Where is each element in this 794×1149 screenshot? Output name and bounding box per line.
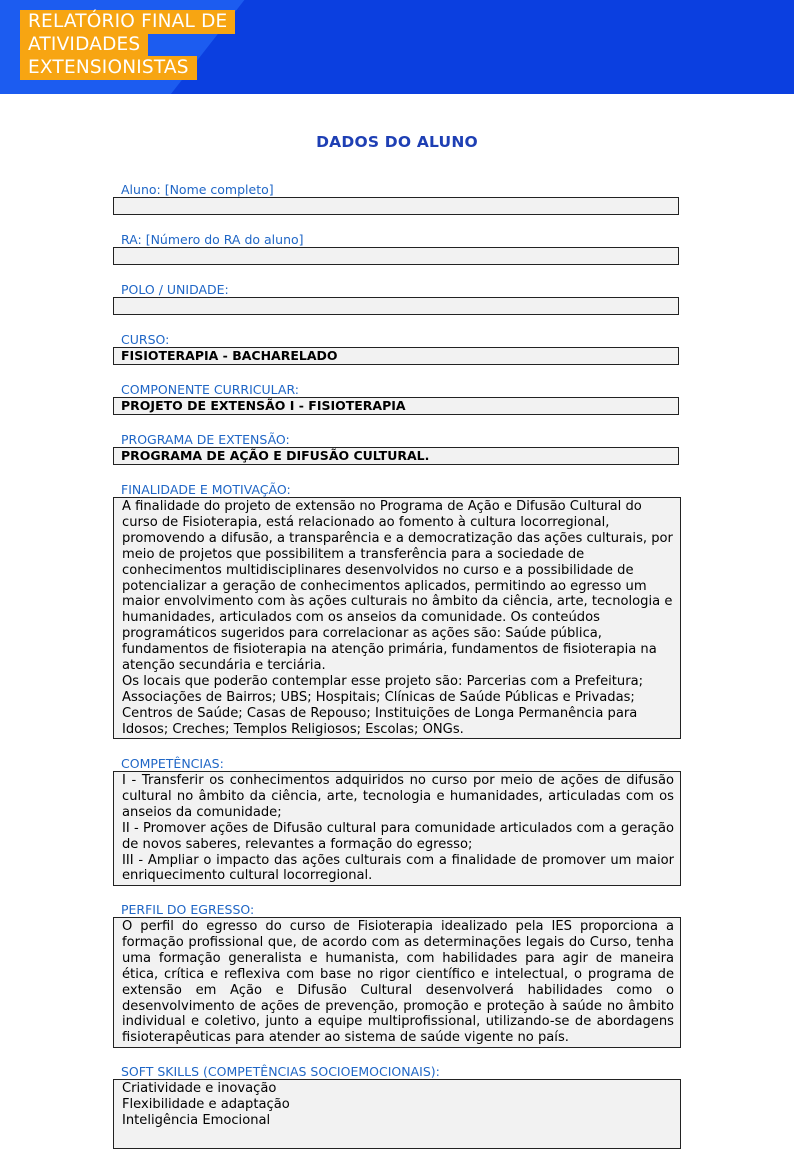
programa-value: PROGRAMA DE AÇÃO E DIFUSÃO CULTURAL.: [121, 448, 430, 463]
finalidade-paragraph: Os locais que poderão contemplar esse projeto são: Parcerias com a Prefeitura; Associações de Bairros; UBS; Hospitais; Clínicas de Saúde Públicas e Privadas; Centros de Saúde; Casas de Repouso; Instituições de Longa Permanência para Idosos; Creches; Templos Religiosos; Escolas; ONGs.: [122, 673, 644, 737]
finalidade-paragraph: A finalidade do projeto de extensão no Programa de Ação e Difusão Cultural do curso de Fisioterapia, está relacionado ao fomento à cultura locorregional, promovendo a difusão, a transparência e a democratização das ações culturais, por meio de projetos que possibilitem a transferência para a sociedade de conhecimentos multidisciplinares desenvolvidos no curso e a possibilidade de potencializar a geração de conhecimentos aplicados, permitindo ao egresso um maior envolvimento com às ações culturais no âmbito da ciência, arte, tecnologia e humanidades, articulados com os anseios da comunidade. Os conteúdos programáticos sugeridos para correlacionar as ações são: Saúde pública, fundamentos de fisioterapia na atenção primária, fundamentos de fisioterapia na atenção secundária e terciária.: [122, 499, 673, 674]
polo-field[interactable]: [113, 297, 679, 315]
perfil-text: O perfil do egresso do curso de Fisioterapia idealizado pela IES proporciona a formação profissional que, de acordo com as determinações legais do Curso, tenha uma formação generalista e humanista, com habilidades para agir de maneira ética, crítica e reflexiva com base no rigor científico e intelectual, o programa de extensão em Ação e Difusão Cultural desenvolverá habilidades como o desenvolvimento de ações de prevenção, promoção e proteção à saúde no âmbito individual e coletivo, junto a equipe multiprofissional, utilizando-se de abordagens fisioterapêuticas para atender ao sistema de saúde vigente no país.: [122, 919, 674, 1046]
report-title-line: ATIVIDADES: [20, 33, 148, 57]
componente-label: COMPONENTE CURRICULAR:: [121, 382, 299, 397]
section-heading: DADOS DO ALUNO: [316, 133, 478, 151]
report-title-line: EXTENSIONISTAS: [20, 56, 197, 80]
competencia-item: I - Transferir os conhecimentos adquiridos no curso por meio de ações de difusão cultural no âmbito da ciência, arte, tecnologia e humanidades, articuladas com os anseios da comunidade;: [122, 773, 674, 820]
perfil-text-box: [113, 917, 681, 1048]
soft-skills-label: SOFT SKILLS (COMPETÊNCIAS SOCIOEMOCIONAIS):: [121, 1064, 440, 1079]
soft-skill-item: Flexibilidade e adaptação: [122, 1096, 290, 1112]
competencia-item: III - Ampliar o impacto das ações culturais com a finalidade de promover um maior enriquecimento cultural locorregional.: [122, 852, 674, 884]
componente-value: PROJETO DE EXTENSÃO I - FISIOTERAPIA: [121, 398, 406, 413]
competencias-label: COMPETÊNCIAS:: [121, 756, 224, 771]
perfil-label: PERFIL DO EGRESSO:: [121, 902, 255, 917]
header-banner: [0, 0, 794, 94]
soft-skill-item: Criatividade e inovação: [122, 1081, 277, 1096]
ra-label: RA: [Número do RA do aluno]: [121, 232, 304, 247]
ra-field[interactable]: [113, 247, 679, 265]
programa-label: PROGRAMA DE EXTENSÃO:: [121, 432, 290, 447]
curso-value: FISIOTERAPIA - BACHARELADO: [121, 348, 338, 363]
curso-label: CURSO:: [121, 332, 170, 347]
competencias-text-box: [113, 771, 681, 886]
soft-skill-item: Inteligência Emocional: [122, 1112, 271, 1128]
competencia-item: II - Promover ações de Difusão cultural para comunidade articulados com a geração de novos saberes, relevantes a formação do egresso;: [122, 820, 674, 852]
report-title-line: RELATÓRIO FINAL DE: [20, 10, 235, 34]
soft-skills-text-box: [113, 1079, 681, 1149]
finalidade-text-box: [113, 497, 681, 739]
report-title: [20, 10, 235, 80]
aluno-label: Aluno: [Nome completo]: [121, 182, 274, 197]
aluno-field[interactable]: [113, 197, 679, 215]
polo-label: POLO / UNIDADE:: [121, 282, 229, 297]
finalidade-label: FINALIDADE E MOTIVAÇÃO:: [121, 482, 291, 497]
